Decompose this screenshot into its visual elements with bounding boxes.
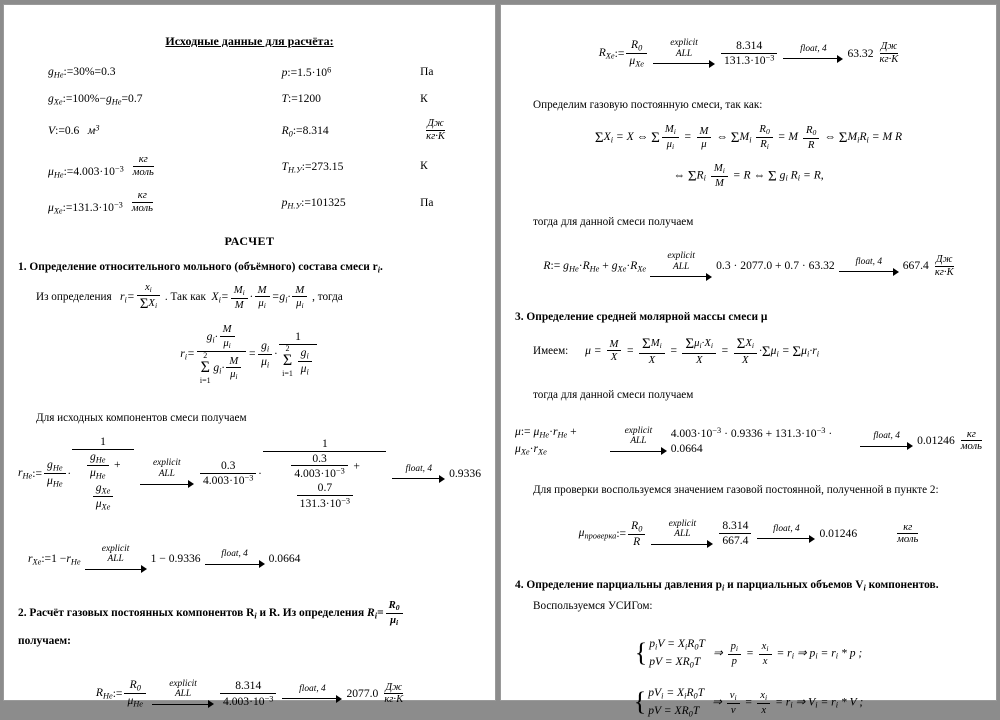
system-equations-pressure: { $p_iV = X_iR_0T$ pV = $XR_0T$ ⇒ $\frac{p_i}{p}$ = $\frac{x_i}{x}$ = $r_i$ ⇒ $p_i = r_i * p$ ; xyxy=(634,637,863,669)
mixture-identity-line2: ⇔ $\Sigma R_i$ $\frac{M_i}{M}$ = R ⇔ Σ $g_i$ $R_i = R$, xyxy=(673,161,824,189)
table-row: $\mu_{Xe}:=131.3\cdot 10^{-3}$ $\frac{кг}{\text{моль}}$ $p_{Н.У}:=101325$ Па xyxy=(48,190,434,216)
arrow-float4-5: float, 4 xyxy=(839,257,899,277)
arrow-explicit-all-4: explicit ALL xyxy=(653,38,715,68)
unit-kg-per-mol-2: $\frac{кг}{\text{моль}}$ xyxy=(897,521,919,546)
table-row: $g_{He}:=30\%=0.3$ $p:=1.5\cdot 10^6$ Па xyxy=(48,65,434,80)
arrow-float4: float, 4 xyxy=(392,464,445,484)
rhe-gas-constant-chain: $R_{He}$ := $\frac{R_0}{\mu_{He}}$ explicit ALL $\frac{8.314}{4.003\cdot 10^{-3}}$ float, 4 2077.0 $\frac{Дж}{кг\cdot К}$ xyxy=(95,678,404,709)
arrow-explicit-all-6: explicit ALL xyxy=(610,426,667,456)
table-row: $g_{Xe}:=100\%-g_{He}=0.7$ T:=1200 К xyxy=(48,92,428,107)
unit-joule-per-kg-k-3: $\frac{Дж}{кг\cdot К}$ xyxy=(934,254,954,278)
mixture-identity-line1: $\Sigma X_i = X$ ⇔ Σ $\frac{M_i}{\mu_i}$ = $\frac{M}{\mu}$ ⇔ $\Sigma M_i$ $\frac{R_0}{R_i}$ = M $\frac{R_0}{R}$ ⇔ $\Sigma M_iR_i = M$ R xyxy=(594,122,903,152)
then-line-2: тогда для данной смеси получаем xyxy=(533,389,694,402)
arrow-float4-3: float, 4 xyxy=(282,684,342,704)
step2-heading: 2. Расчёт газовых постоянных компонентов $R_i$ и R. Из определения $R_i=$ $\frac{R_0}{\mu_i}$ xyxy=(18,599,481,628)
check-line: Для проверки воспользуемся значением газовой постоянной, полученной в пункте 2: xyxy=(533,483,939,496)
unit-joule-per-kg-k-2: $\frac{Дж}{кг\cdot К}$ xyxy=(879,41,899,65)
arrow-explicit-all-5: explicit ALL xyxy=(650,251,712,281)
page-left xyxy=(3,4,496,709)
molar-mass-check-chain: $\mu_{проверка}$ := $\frac{R_0}{R}$ explicit ALL $\frac{8.314}{667.4}$ float, 4 0.01246 $\frac{кг}{\text{моль}}$ xyxy=(578,518,919,548)
arrow-explicit-all-3: explicit ALL xyxy=(152,679,214,709)
step3-have-line: Имеем: μ = $\frac{M}{X}$ = $\frac{\Sigma M_i}{X}$ = $\frac{\Sigma\mu_i\cdot X_i}{X}$ = $\frac{\Sigma X_i}{X}$ $\cdot\Sigma\mu_i = \Sigma\mu_i\cdot r_i$ xyxy=(533,335,820,366)
ri-formula: $r_i=$ $g_i\cdot$ $\frac{M}{\mu_i}$ 2 Σ i=1 $g_i\cdot$ $\frac{M}{\mu_i}$ = $\frac{g_i}{\mu_i}$ · 1 2 Σ i=1 $\frac{g_i}{\mu_i}$ xyxy=(18,323,481,385)
rhe-evaluation-chain: $r_{He}$ := $\frac{g_{He}}{\mu_{He}}$ · 1 $\frac{g_{He}}{\mu_{He}}$ + $\frac{g_{Xe}}{\mu_{Xe}}$ explicit ALL $\frac{0.3}{4.003\cdot 10^{-3}}$ · 1 $\frac{0.3}{4.003\cdot 10^{-3}}$ + $\frac{0.7}{131.3\cdot 10^{-3}}$ float, 4 0.9336 xyxy=(18,435,481,512)
table-row: V:=0.6 $м^3$ $R_0:=8.314$ $\frac{Дж}{кг\cdot К}$ xyxy=(48,117,445,142)
arrow-float4-6: float, 4 xyxy=(860,431,913,451)
rxe-evaluation-chain: $r_{Xe}$ :=1 − $r_{He}$ explicit ALL 1 − 0.9336 float, 4 0.0664 xyxy=(28,544,481,574)
step2-heading-cont: получаем: xyxy=(18,634,71,647)
step4-heading: 4. Определение парциальны давления $p_i$ и парциальных объемов $V_i$ компонентов. xyxy=(515,578,939,593)
step1-heading: 1. Определение относительного мольного (объёмного) состава смеси $r_i$. xyxy=(18,260,383,274)
then-line-1: тогда для данной смеси получаем xyxy=(533,216,694,229)
arrow-float4-2: float, 4 xyxy=(205,549,265,569)
usig-line: Воспользуемся УСИГом: xyxy=(533,600,653,613)
step1-definition-line: Из определения $r_i=$ $\frac{x_i}{\Sigma X_i}$ . Так как $X_i=$ $\frac{M_i}{M}$ · $\frac{M}{\mu_i}$ $=g_i\cdot$ $\frac{M}{\mu_i}$ , тогда xyxy=(36,281,343,313)
unit-kg-per-mol: $\frac{кг}{\text{моль}}$ xyxy=(960,428,982,453)
page-title: Исходные данные для расчёта: xyxy=(165,34,334,48)
arrow-float4-4: float, 4 xyxy=(783,44,843,64)
arrow-float4-7: float, 4 xyxy=(757,524,815,544)
given-data-table xyxy=(46,59,476,221)
step1-components-note: Для исходных компонентов смеси получаем xyxy=(36,412,247,425)
arrow-explicit-all: explicit ALL xyxy=(140,458,194,488)
unit-joule-per-kg-k: $\frac{Дж}{кг\cdot К}$ xyxy=(384,681,404,706)
step3-heading: 3. Определение средней молярной массы смеси μ xyxy=(515,311,768,324)
page-right xyxy=(500,4,997,718)
table-row: $\mu_{He}:=4.003\cdot 10^{-3}$ $\frac{кг}{\text{моль}}$ $T_{Н.У}:=273.15$ К xyxy=(48,153,428,179)
arrow-explicit-all-7: explicit ALL xyxy=(651,519,713,549)
section-calc-title: РАСЧЕТ xyxy=(224,234,275,249)
gas-constant-note: Определим газовую постоянную смеси, так как: xyxy=(533,98,763,111)
rxe-gas-constant-chain: $R_{Xe}$ := $\frac{R_0}{\mu_{Xe}}$ explicit ALL $\frac{8.314}{131.3\cdot 10^{-3}}$ float, 4 63.32 $\frac{Дж}{кг\cdot К}$ xyxy=(598,38,899,69)
molar-mass-chain: μ:= $\mu_{He}\cdot r_{He} + \mu_{Xe}\cdot r_{Xe}$ explicit ALL $4.003\cdot 10^{-3} \cdot 0.9336 + 131.3\cdot 10^{-3} \cdot 0.0664$ float, 4 0.01246 $\frac{кг}{\text{моль}}$ xyxy=(515,425,982,457)
arrow-explicit-all-2: explicit ALL xyxy=(85,544,147,574)
mixture-gas-constant-chain: R:= $g_{He}\cdot R_{He} + g_{Xe}\cdot R_{Xe}$ explicit ALL 0.3 · 2077.0 + 0.7 · 63.32 float, 4 667.4 $\frac{Дж}{кг\cdot К}$ xyxy=(515,251,982,281)
system-equations-volume: { $pV_i = X_iR_0T$ pV = $XR_0T$ ⇒ $\frac{v_i}{v}$ = $\frac{x_i}{x}$ = $r_i$ ⇒ $V_i = r_i * V$ ; xyxy=(633,686,864,718)
